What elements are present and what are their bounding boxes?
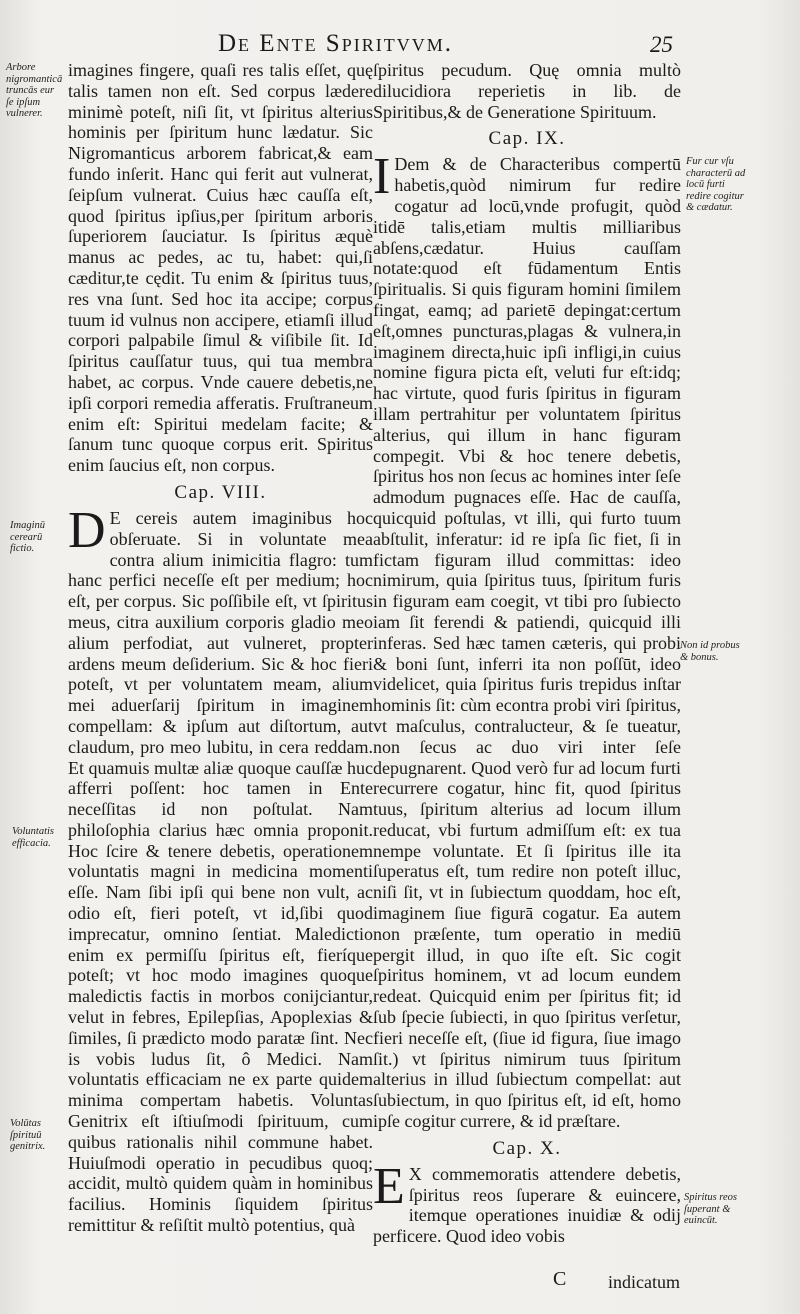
chapter-8-text: E cereis autem imaginibus hoc obſeruate. Si in voluntate mea contra alium inimicitia flagro: tum hanc perfici neceſſe eſt per medium; hoc eſt, per corpus. Sic poſſibile eſt, vt ſpiritus meus, citra auxilium corporis gladio meo alium perfodiat, aut vulneret, propter ardens meum deſiderium. Sic & hoc fieri poteſt, vt per voluntatem meam, alium mei aduerſarij ſpiritum in imaginem compellam: & ipſum aut diſtortum, aut claudum, pro meo lubitu, in cera reddam. Et quamuis multæ aliæ quoque cauſſæ huc afferri poſſent: hoc tamen in Ente neceſſitas id non poſtulat. Nam philoſophia clarius hæc omnia proponit. Hoc ſcire & tenere debetis, operationem voluntatis magni in medicina momenti eſſe. Nam ſibi ipſi qui bene non vult, ac odio eſt, fieri poteſt, vt id,ſibi quod imprecatur, omnino ſentiat. Maledictio enim ex permiſſu ſpiritus eſt, fieríque poteſt; vt hoc modo imagines quoque maledictis factis in morbos conijciantur, velut in febres, Epilepſias, Apoplexias & ſimiles, ſi prædicto modo paratæ ſint. Nec is vobis ludus ſit, ô Medici. Nam voluntatis efficaciam ne ex parte quidem minima compertam habetis. Voluntas Genitrix eſt iſtiuſmodi ſpirituum, cum quibus rationalis nihil commune habet. Huiuſmodi operatio in pecudibus quoq; accidit, multò quidem quàm in hominibus facilius. Hominis ſiquidem ſpiritus remittitur & reſiſtit multò potentius, quà (68, 507, 373, 1236)
drop-cap: D (68, 501, 106, 559)
margin-note-volutas: Volūtas ſpirituū genitrix. (10, 1118, 46, 1152)
page-header (0, 30, 800, 64)
page-number: 25 (650, 32, 673, 57)
margin-note-arbore: Arbore nigromanticā truncās eur ſe ipſum vulnerer. (6, 62, 63, 119)
right-paragraph-1: ſpiritus pecudum. Quę omnia multò dilucidiora reperietis in lib. de Spiritibus,& de Generatione Spirituum. (373, 60, 681, 122)
catchword: indicatum (608, 1272, 680, 1292)
right-column (373, 60, 681, 1247)
drop-cap: I (373, 148, 391, 206)
margin-note-fur: Fur cur vſu characterū ad locū furti redire cogitur & cædatur. (686, 156, 746, 213)
chapter-10-text: X commemoratis attendere debetis, ſpiritus reos ſuperare & euincere, itemque operationes inuidiæ & odij perficere. Quod ideo vobis (373, 1163, 681, 1247)
margin-note-voluntatis: Voluntatis efficacia. (12, 826, 55, 849)
chapter-9-text: Dem & de Characteribus compertū habetis,quòd nimirum fur redire cogatur ad locū,vnde profugit, quòd itidē talis,etiam multis milliaribus abſens,cædatur. Huius cauſſam notate:quod eſt fūdamentum Entis ſpiritualis. Si quis figuram homini ſimilem fingat, eamq; ad parietē depingat:certum eſt,omnes puncturas,plagas & vulnera,in imaginem directa,huic ipſi infligi,in cuius nomine figura picta eſt, veluti fur eſt:idq; hac virtute, quod furis ſpiritus in figuram illam pertrahitur per voluntatem ſpiritus alterius, qui illum in hanc figuram compegit. Vbi & hoc tenere debetis, ſpiritus hos non ſecus ac homines inter ſeſe admodum pugnaces eſſe. Hac de cauſſa, quicquid poſtulas, vt illi, qui furto tuum abſtulit, inferatur: id re ipſa ſic fiet, ſi in fictam figuram illud committas: ideo nimirum, quia ſpiritus tuus, ſpiritum furis in figuram eam coegit, vt tibi pro ſubiecto iam ſit ferendi & patiendi, quicquid illi inferas. Sed hæc tamen cæteris, qui probi & boni ſunt, inferri ita non poſſūt, ideo videlicet, quia ſpiritus furis trepidus inſtar hominis ſit: cùm econtra probi viri ſpiritus, vt maſculus, contralucteur, & ſe tueatur, non ſecus ac duo viri inter ſeſe depugnarent. Quod verò fur ad locum furti recurrere cogatur, hinc fit, quod ſpiritus tuus, ſpiritum alterius ad locum illum reducat, vbi furtum admiſſum eſt: ex tua nempe voluntate. Et ſi ſpiritus ille ita ſuperatus eſt, tum redire non poteſt illuc, niſi ſit, vt in ſubiectum quoddam, hoc eſt, imaginem ſiue figurā cogatur. Ea autem non præſente, tum operatio in mediū pergit illud, in quo iſte eſt. Sic cogit ſpiritus hominem, vt ad locum eundem redeat. Quicquid enim per ſpiritus fit; id ſub ſpecie ſubiecti, in quo ſpiritus verſetur, fieri neceſſe eſt, (ſiue id figura, ſiue imago ſit.) vt ſpiritus nimirum tuus ſpiritum alterius in illud ſubiectum compellat: aut ſubiectum, in quo ſpiritus eſt, id eſt, homo ipſe cogitur currere, & id præſtare. (373, 154, 681, 1132)
margin-note-non-id: Non id probus & bonus. (680, 640, 740, 663)
left-paragraph-2 (68, 501, 373, 1236)
drop-cap: E (373, 1157, 405, 1215)
running-head: De Ente Spiritvvm. (218, 30, 453, 57)
chapter-8-heading: Cap. VIII. (174, 481, 267, 503)
right-paragraph-3 (373, 1157, 681, 1247)
margin-note-spiritus: Spiritus reos ſuperant & euincūt. (684, 1192, 737, 1226)
right-paragraph-2 (373, 148, 681, 1132)
chapter-9-heading: Cap. IX. (488, 128, 566, 150)
chapter-10-heading: Cap. X. (492, 1137, 562, 1159)
signature-mark: C (553, 1268, 567, 1290)
margin-note-imagini: Imaginū cerearū fictio. (10, 520, 45, 554)
left-column (68, 60, 373, 1236)
left-paragraph-1: imagines fingere, quaſi res talis eſſet, quę talis tamen non eſt. Sed corpus lædere minimè poteſt, niſi ſit, vt ſpiritus alterius hominis per ſpiritum hunc lædatur. Sic Nigromanticus arborem fabricat,& eam fundo inſerit. Hanc qui ferit aut vulnerat, ſeipſum vulnerat. Cuius hæc cauſſa eſt, quod ſpiritus ipſius,per ſpiritum arboris ſuperiorem ſauciatur. Is ſpiritus æquè manus ac pedes, ac tu, habet: qui,ſi cæditur,te cędit. Tu enim & ſpiritus tuus, res vna ſunt. Sed hoc ita accipe; corpus tuum id vulnus non accipere, etiamſi illud corpori palpabile ſimul & viſibile ſit. Id ſpiritus cauſſatur tuus, qui tua membra habet, ac corpus. Vnde cauere debetis,ne ipſi corpori remedia afferatis. Fruſtraneum enim eſt: Spiritui medelam facite; & ſanum tunc quoque corpus erit. Spiritus enim ſaucius eſt, non corpus. (68, 60, 373, 476)
